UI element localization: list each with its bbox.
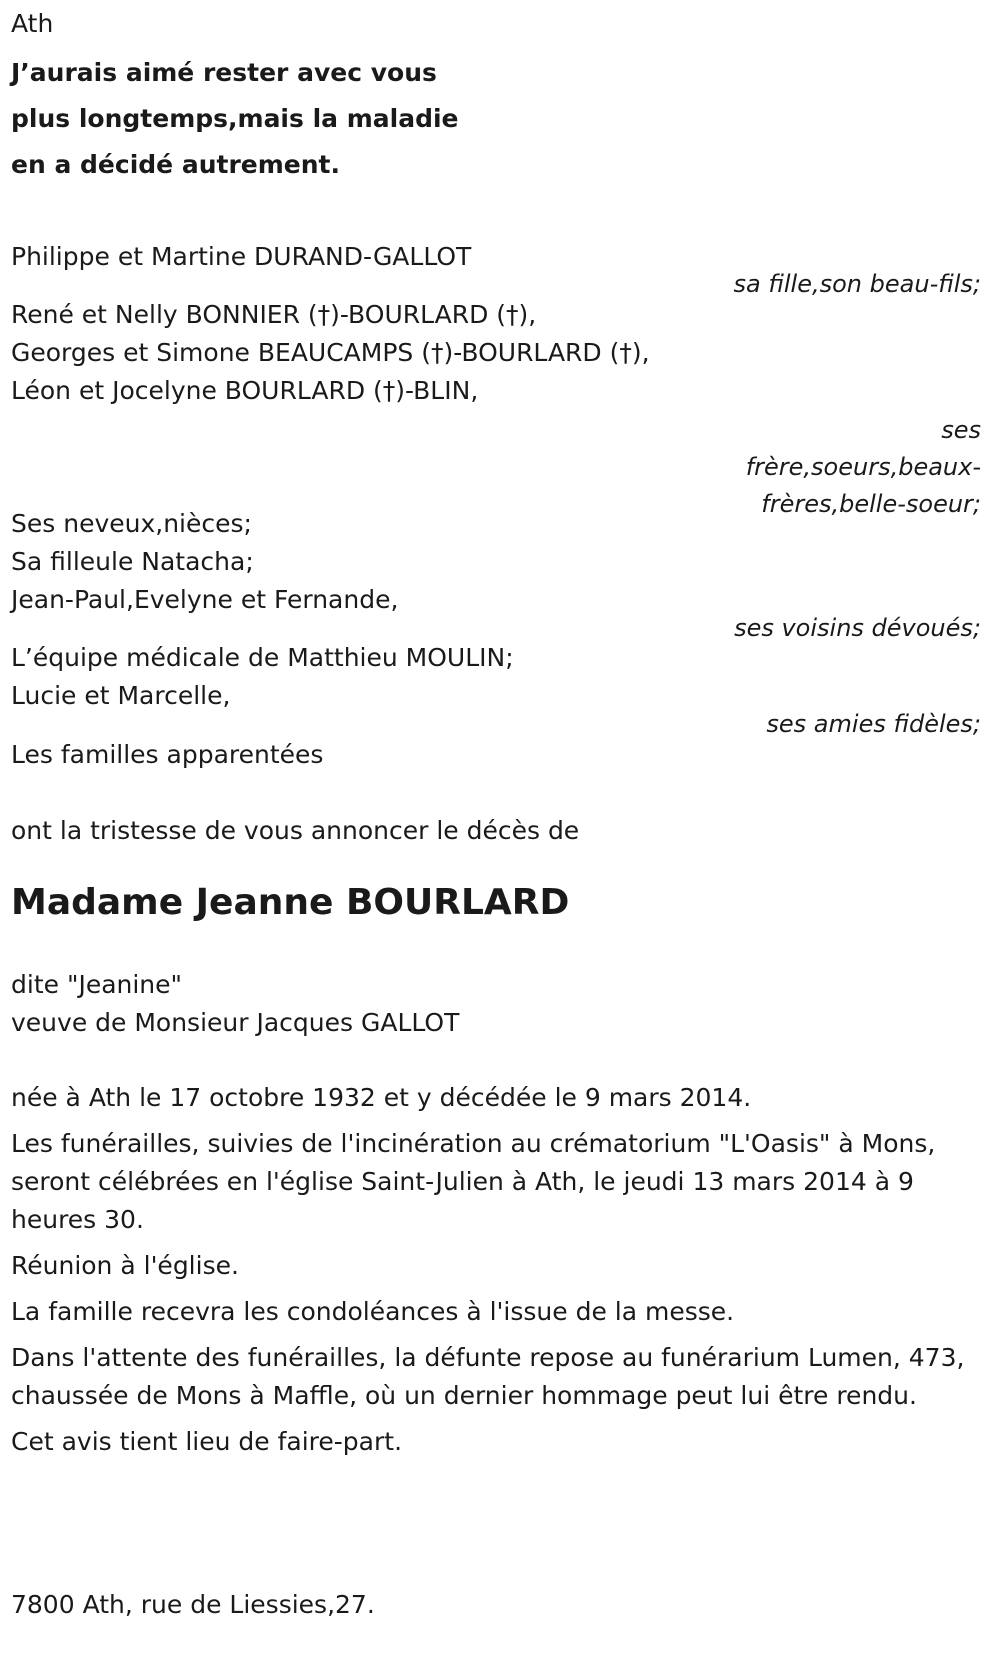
- detail-paragraph: Réunion à l'église.: [11, 1251, 239, 1280]
- detail-paragraph: Dans l'attente des funérailles, la défunte repose au funérarium Lumen, 473, chaussée de Mons à Maffle, où un dernier hommage peut lui être rendu.: [11, 1343, 965, 1410]
- deceased-nickname: dite "Jeanine": [11, 970, 183, 999]
- family-group-1: [11, 237, 991, 299]
- family-role: ses amies fidèles;: [766, 710, 981, 738]
- family-role-line: frères,belle-soeur;: [761, 490, 981, 518]
- deceased-spouse: veuve de Monsieur Jacques GALLOT: [11, 1008, 460, 1037]
- detail-paragraph: née à Ath le 17 octobre 1932 et y décédée le 9 mars 2014.: [11, 1083, 752, 1112]
- family-group-2: [11, 296, 991, 523]
- family-name-line: Les familles apparentées: [11, 740, 324, 769]
- quote-line-3: en a décidé autrement.: [11, 150, 340, 179]
- family-group-5: [11, 735, 991, 775]
- quote-line-1: J’aurais aimé rester avec vous: [11, 58, 437, 87]
- family-name-line: Lucie et Marcelle,: [11, 681, 231, 710]
- address: [11, 1585, 991, 1625]
- family-name-line: Ses neveux,nièces;: [11, 509, 252, 538]
- family-name-line: Jean-Paul,Evelyne et Fernande,: [11, 585, 399, 614]
- header: [11, 4, 991, 188]
- deceased-info: [11, 966, 991, 1042]
- address-text: 7800 Ath, rue de Liessies,27.: [11, 1590, 375, 1619]
- family-name-line: Philippe et Martine DURAND-GALLOT: [11, 242, 472, 271]
- family-role: ses voisins dévoués;: [734, 614, 981, 642]
- family-group-4: [11, 639, 991, 739]
- family-name-line: Georges et Simone BEAUCAMPS (†)-BOURLARD (†),: [11, 338, 650, 367]
- family-name-line: René et Nelly BONNIER (†)-BOURLARD (†),: [11, 300, 537, 329]
- town: Ath: [11, 9, 54, 38]
- announcement: [11, 811, 991, 851]
- family-group-3: [11, 505, 991, 643]
- details: [11, 1079, 991, 1469]
- deceased: [11, 878, 991, 928]
- family-role: sa fille,son beau-fils;: [733, 270, 981, 298]
- deceased-name: Madame Jeanne BOURLARD: [11, 882, 570, 923]
- family-name-line: L’équipe médicale de Matthieu MOULIN;: [11, 643, 514, 672]
- family-role-line: frère,soeurs,beaux-: [745, 453, 981, 481]
- detail-paragraph: La famille recevra les condoléances à l'issue de la messe.: [11, 1297, 735, 1326]
- detail-paragraph: Cet avis tient lieu de faire-part.: [11, 1427, 403, 1456]
- detail-paragraph: Les funérailles, suivies de l'incinération au crématorium "L'Oasis" à Mons, seront célébrées en l'église Saint-Julien à Ath, le jeudi 13 mars 2014 à 9 heures 30.: [11, 1129, 936, 1234]
- announcement-text: ont la tristesse de vous annoncer le décès de: [11, 816, 580, 845]
- family-name-line: Sa filleule Natacha;: [11, 547, 254, 576]
- family-name-line: Léon et Jocelyne BOURLARD (†)-BLIN,: [11, 376, 479, 405]
- quote-line-2: plus longtemps,mais la maladie: [11, 104, 459, 133]
- family-role-line: ses: [941, 416, 981, 444]
